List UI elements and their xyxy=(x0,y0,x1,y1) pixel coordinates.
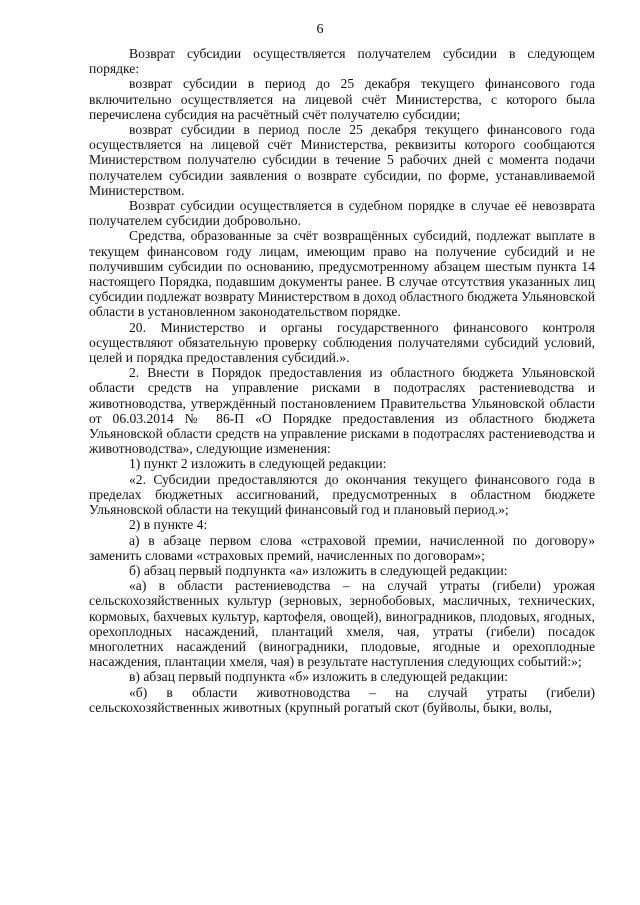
document-body xyxy=(89,46,595,715)
paragraph-refund-after-dec-25: возврат субсидии в период после 25 декабря текущего финансового года осуществляется на лицевой счёт Министерства, реквизиты которого сообщаются Министерством получателю субсидии в течение 5 рабочих дней с момента подачи получателем субсидии заявления о возврате субсидии, по форме, устанавливаемой Министерством. xyxy=(89,122,595,198)
paragraph-subitem-2v: в) абзац первый подпункта «б» изложить в следующей редакции: xyxy=(129,669,508,685)
paragraph-livestock-insurance: «б) в области животноводства – на случай утраты (гибели) сельскохозяйственных животных (крупный рогатый скот (буйволы, быки, волы, xyxy=(89,684,595,715)
paragraph-judicial-refund: Возврат субсидии осуществляется в судебном порядке в случае её невозврата получателем субсидии добровольно. xyxy=(89,198,595,229)
paragraph-crop-insurance: «а) в области растениеводства – на случай утраты (гибели) урожая сельскохозяйственных культур (зерновых, зернобобовых, масличных, технических, кормовых, бахчевых культур, картофеля, овощей), виноградников, плодовых, ягодных, орехоплодных насаждений, плантаций хмеля, чая, утраты (гибели) посадок многолетних насаждений (виноградники, плодовые, ягодные и орехоплодные насаждения, плантации хмеля, чая) в результате наступления следующих событий:»; xyxy=(89,578,595,670)
paragraph-new-item-2: «2. Субсидии предоставляются до окончания текущего финансового года в пределах бюджетных ассигнований, предусмотренных в областном бюджете Ульяновской области на текущий финансовый год и плановый период.»; xyxy=(89,471,595,518)
paragraph-refund-before-dec-25: возврат субсидии в период до 25 декабря текущего финансового года включительно осуществляется на лицевой счёт Министерства, с которого была перечислена субсидия на расчётный счёт получателю субсидии; xyxy=(89,76,595,122)
paragraph-refund-procedure: Возврат субсидии осуществляется получателем субсидии в следующем порядке: xyxy=(89,46,595,77)
page-number: 6 xyxy=(316,22,324,37)
paragraph-amendment-2: 2. Внести в Порядок предоставления из областного бюджета Ульяновской области средств на управление рисками в подотраслях растениеводства и животноводства, утверждённый постановлением Правительства Ульяновской области от 06.03.2014 № 86-П «О Порядке предоставления из областного бюджета Ульяновской области средств на управление рисками в подотраслях растениеводства и животноводства», следующие изменения: xyxy=(89,365,595,457)
paragraph-subitem-2a: а) в абзаце первом слова «страховой премии, начисленной по договору» заменить словами «страховых премий, начисленных по договорам»; xyxy=(89,532,595,563)
paragraph-subitem-2b: б) абзац первый подпункта «а» изложить в следующей редакции: xyxy=(129,562,508,578)
paragraph-subitem-2: 2) в пункте 4: xyxy=(129,517,208,533)
paragraph-subitem-1: 1) пункт 2 изложить в следующей редакции: xyxy=(129,456,387,472)
paragraph-item-20: 20. Министерство и органы государственного финансового контроля осуществляют обязательную проверку соблюдения получателями субсидий условий, целей и порядка предоставления субсидий.». xyxy=(89,319,595,366)
paragraph-returned-funds: Средства, образованные за счёт возвращённых субсидий, подлежат выплате в текущем финансовом году лицам, имеющим право на получение субсидий и не получившим субсидии по основанию, предусмотренному абзацем шестым пункта 14 настоящего Порядка, подавшим документы ранее. В случае отсутствия указанных лиц субсидии подлежат возврату Министерством в доход областного бюджета Ульяновской области в установленном законодательством порядке. xyxy=(89,228,595,320)
